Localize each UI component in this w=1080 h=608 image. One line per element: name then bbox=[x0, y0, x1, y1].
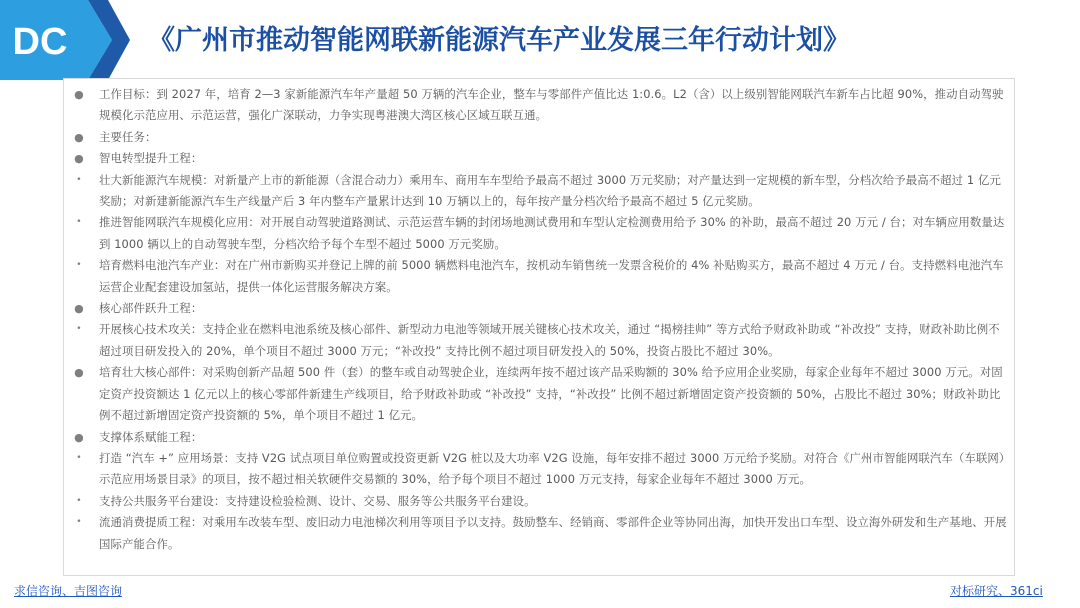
item-text: 支撑体系赋能工程： bbox=[99, 429, 203, 444]
list-item bbox=[70, 362, 1010, 426]
bullet-icon: • bbox=[76, 495, 82, 506]
list-item bbox=[70, 427, 1010, 448]
bullet-icon: • bbox=[76, 452, 82, 463]
bullet-icon: ● bbox=[74, 130, 84, 144]
item-text: 培育燃料电池汽车产业：对在广州市新购买并登记上牌的前 5000 辆燃料电池汽车，按机动车销售统一发票含税价的 4% 补贴购买方，最高不超过 4 万元 / 台。支持燃料电池汽车运营企业配套建设加氢站，提供一体化运营服务解决方案。 bbox=[99, 258, 1004, 294]
bullet-icon: • bbox=[76, 324, 82, 335]
bullet-icon: • bbox=[76, 217, 82, 228]
item-text: 开展核心技术攻关：支持企业在燃料电池系统及核心部件、新型动力电池等领域开展关键核心技术攻关，通过 “揭榜挂帅” 等方式给予财政补助或 “补改投” 支持，财政补助比例不超过项目研发投入的 20%，单个项目不超过 3000 万元；“补改投” 支持比例不超过项目研发投入的 50%，投资占股比不超过 30%。 bbox=[99, 322, 1000, 358]
list-item bbox=[70, 298, 1010, 319]
policy-list bbox=[70, 84, 1010, 555]
item-text: 流通消费提质工程：对乘用车改装车型、废旧动力电池梯次利用等项目予以支持。鼓励整车、经销商、零部件企业等协同出海，加快开发出口车型、设立海外研发和生产基地、开展国际产能合作。 bbox=[99, 515, 1007, 551]
bullet-icon: ● bbox=[74, 302, 84, 316]
bullet-icon: • bbox=[76, 517, 82, 528]
list-item bbox=[70, 448, 1010, 491]
bullet-icon: ● bbox=[74, 88, 84, 101]
item-text: 壮大新能源汽车规模：对新量产上市的新能源（含混合动力）乘用车、商用车车型给予最高不超过 3000 万元奖励；对产量达到一定规模的新车型，分档次给予最高不超过 1 亿元奖励；对新建新能源汽车生产线量产后 3 年内整车产量累计达到 10 万辆以上的，每年按产量分档次给予最高不超过 5 亿元奖励。 bbox=[99, 172, 1001, 209]
footer-link-research[interactable]: 对标研究、361ci bbox=[950, 584, 1043, 598]
list-item bbox=[70, 127, 1010, 148]
item-text: 主要任务： bbox=[99, 129, 157, 144]
list-item bbox=[70, 491, 1010, 512]
item-text: 工作目标：到 2027 年，培育 2—3 家新能源汽车年产量超 50 万辆的汽车企业，整车与零部件产值比达 1:0.6。L2（含）以上级别智能网联汽车新车占比超 90%，推动自动驾驶规模化示范应用、示范运营，强化广深联动，力争实现粤港澳大湾区核心区域互联互通。 bbox=[99, 87, 1004, 123]
item-text: 打造 “汽车 +” 应用场景：支持 V2G 试点项目单位购置或投资更新 V2G 桩以及大功率 V2G 设施，每年安排不超过 3000 万元给予奖励。对符合《广州市智能网联汽车（车联网）示范应用场景目录》的项目，按不超过相关软硬件交易额的 30%，给予每个项目不超过 1000 万元支持，每家企业每年不超过 3000 万元。 bbox=[99, 450, 1005, 487]
bullet-icon: ● bbox=[74, 430, 84, 444]
item-text: 智电转型提升工程： bbox=[99, 151, 203, 166]
list-item bbox=[70, 255, 1010, 298]
item-text: 核心部件跃升工程： bbox=[99, 301, 203, 316]
item-text: 推进智能网联汽车规模化应用：对开展自动驾驶道路测试、示范运营车辆的封闭场地测试费用和车型认定检测费用给予 30% 的补助，最高不超过 20 万元 / 台；对车辆应用数量达到 1000 辆以上的自动驾驶车型，分档次给予每个车型不超过 5000 万元奖励。 bbox=[99, 215, 1005, 251]
bullet-icon: • bbox=[76, 260, 82, 271]
list-item bbox=[70, 319, 1010, 362]
dc-logo-icon bbox=[0, 0, 130, 80]
list-item bbox=[70, 84, 1010, 127]
logo-text: DC bbox=[12, 21, 68, 63]
footer-link-consulting[interactable]: 求信咨询、吉图咨询 bbox=[14, 584, 123, 598]
bullet-icon: ● bbox=[74, 152, 84, 166]
item-text: 支持公共服务平台建设：支持建设检验检测、设计、交易、服务等公共服务平台建设。 bbox=[99, 493, 536, 508]
header bbox=[0, 0, 1080, 80]
bullet-icon: • bbox=[76, 174, 82, 185]
item-text: 培育壮大核心部件：对采购创新产品超 500 件（套）的整车或自动驾驶企业，连续两年按不超过该产品采购额的 30% 给予应用企业奖励，每家企业每年不超过 3000 万元。对固定资产投资额达 1 亿元以上的核心零部件新建生产线项目，给予财政补助或 “补改投” 支持，“补改投” 比例不超过新增固定资产投资额的 50%，占股比不超过 30%；财政补助比例不超过新增固定资产投资额的 5%，单个项目不超过 1 亿元。 bbox=[99, 365, 1003, 423]
list-item bbox=[70, 512, 1010, 555]
page-title: 《广州市推动智能网联新能源汽车产业发展三年行动计划》 bbox=[148, 25, 850, 56]
bullet-icon: ● bbox=[74, 366, 84, 380]
list-item bbox=[70, 212, 1010, 255]
list-item bbox=[70, 170, 1010, 213]
list-item bbox=[70, 148, 1010, 169]
